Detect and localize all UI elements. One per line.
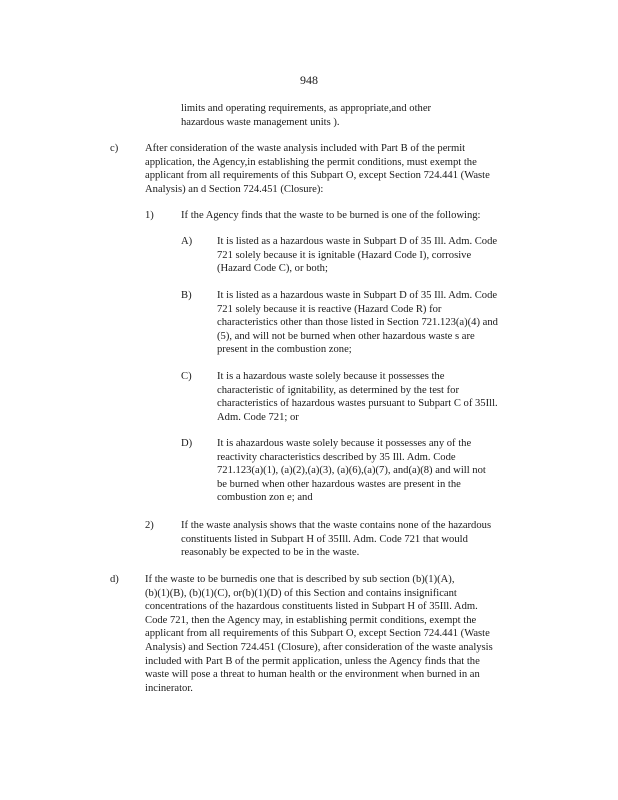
text-line: 721 solely because it is ignitable (Hazard Code I), corrosive bbox=[217, 249, 472, 261]
text-line: characteristic of ignitability, as determined by the test for bbox=[217, 384, 460, 396]
text-line: (5), and will not be burned when other hazardous waste s are bbox=[217, 330, 475, 342]
text-line: application, the Agency,in establishing the permit conditions, must exempt the bbox=[145, 156, 477, 168]
text-line: concentrations of the hazardous constituents listed in Subpart H of 35Ill. Adm. bbox=[145, 601, 478, 613]
item-2-paragraph bbox=[181, 519, 491, 560]
subsection-c-paragraph bbox=[145, 142, 490, 196]
text-line: waste will pose a threat to human health or the environment when burned in an bbox=[145, 669, 480, 681]
text-line: If the waste to be burnedis one that is described by sub section (b)(1)(A), bbox=[145, 574, 455, 585]
item-c-label: C) bbox=[181, 371, 192, 382]
text-line: combustion zon e; and bbox=[217, 492, 313, 504]
text-line: hazardous waste management units ). bbox=[181, 116, 340, 128]
text-line: applicant from all requirements of this Subpart O, except Section 724.441 (Waste bbox=[145, 628, 490, 640]
subsection-d-label: d) bbox=[110, 574, 119, 585]
text-line: After consideration of the waste analysis included with Part B of the permit bbox=[145, 143, 466, 154]
text-line: Adm. Code 721; or bbox=[217, 411, 299, 423]
item-b-label: B) bbox=[181, 290, 192, 301]
item-a-paragraph bbox=[217, 235, 497, 276]
text-line: Code 721, then the Agency may, in establishing permit conditions, exempt the bbox=[145, 614, 477, 626]
text-line: present in the combustion zone; bbox=[217, 344, 352, 356]
text-line: reasonably be expected to be in the waste. bbox=[181, 547, 360, 559]
intro-paragraph bbox=[181, 102, 431, 129]
text-line: 721 solely because it is reactive (Hazard Code R) for bbox=[217, 303, 442, 315]
text-line: included with Part B of the permit application, unless the Agency finds that the bbox=[145, 655, 480, 667]
item-1-paragraph bbox=[181, 209, 481, 223]
subsection-c-label: c) bbox=[110, 143, 119, 154]
text-line: be burned when other hazardous wastes are present in the bbox=[217, 478, 461, 490]
item-c-paragraph bbox=[217, 370, 498, 424]
text-line: characteristics of hazardous wastes pursuant to Subpart C of 35Ill. bbox=[217, 398, 498, 410]
text-line: constituents listed in Subpart H of 35Ill. Adm. Code 721 that would bbox=[181, 533, 468, 545]
text-line: It is a hazardous waste solely because it possesses the bbox=[217, 371, 445, 382]
page-number: 948 bbox=[300, 73, 318, 87]
item-a-label: A) bbox=[181, 236, 193, 247]
text-line: 721.123(a)(1), (a)(2),(a)(3), (a)(6),(a)(7), and(a)(8) and will not bbox=[217, 465, 486, 477]
text-line: If the waste analysis shows that the waste contains none of the hazardous bbox=[181, 520, 492, 531]
text-line: incinerator. bbox=[145, 682, 193, 694]
text-line: limits and operating requirements, as appropriate,and other bbox=[181, 103, 432, 114]
item-1-label: 1) bbox=[145, 210, 154, 221]
text-line: It is listed as a hazardous waste in Subpart D of 35 Ill. Adm. Code bbox=[217, 290, 498, 301]
item-d-paragraph bbox=[217, 437, 486, 505]
text-line: It is listed as a hazardous waste in Subpart D of 35 Ill. Adm. Code bbox=[217, 236, 498, 247]
item-2-label: 2) bbox=[145, 520, 154, 531]
item-d-label: D) bbox=[181, 438, 193, 449]
text-line: Analysis) an d Section 724.451 (Closure): bbox=[145, 183, 324, 195]
text-line: applicant from all requirements of this Subpart O, except Section 724.441 (Waste bbox=[145, 170, 490, 182]
text-line: (Hazard Code C), or both; bbox=[217, 263, 328, 275]
text-line: It is ahazardous waste solely because it possesses any of the bbox=[217, 438, 472, 449]
item-b-paragraph bbox=[217, 289, 498, 357]
text-line: Analysis) and Section 724.451 (Closure), after consideration of the waste analysis bbox=[145, 641, 493, 653]
text-line: reactivity characteristics described by 35 Ill. Adm. Code bbox=[217, 451, 456, 463]
text-line: characteristics other than those listed in Section 721.123(a)(4) and bbox=[217, 317, 498, 329]
text-line: If the Agency finds that the waste to be burned is one of the following: bbox=[181, 210, 481, 221]
text-line: (b)(1)(B), (b)(1)(C), or(b)(1)(D) of this Section and contains insignificant bbox=[145, 587, 457, 599]
subsection-d-paragraph bbox=[145, 573, 493, 695]
